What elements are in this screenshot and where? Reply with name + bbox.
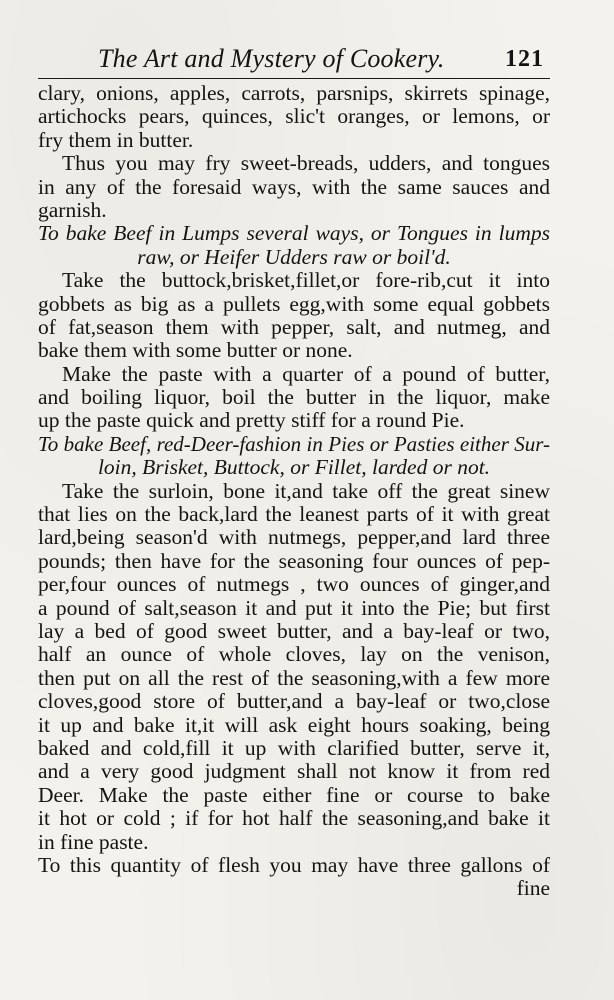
running-title: The Art and Mystery of Cookery. bbox=[98, 44, 445, 73]
text-line: garnish. bbox=[38, 197, 107, 222]
running-header bbox=[38, 38, 550, 79]
recipe-heading: To bake Beef in Lumps several ways, or Tongues in lumps bbox=[38, 221, 550, 246]
text-line: lard,being season'd with nutmegs, pepper,and lard three bbox=[38, 525, 550, 550]
text-line: a pound of salt,season it and put it into the Pie; but first bbox=[38, 595, 550, 620]
text-line: clary, onions, apples, carrots, parsnips, skirrets spinage, bbox=[38, 81, 550, 105]
text-line: and a very good judgment shall not know it from red bbox=[38, 759, 550, 784]
recipe-heading: raw, or Heifer Udders raw or boil'd. bbox=[137, 244, 451, 269]
text-line: gobbets as big as a pullets egg,with some equal gobbets bbox=[38, 291, 550, 316]
text-line: per,four ounces of nutmegs , two ounces of ginger,and bbox=[38, 572, 550, 597]
text-line: lay a bed of good sweet butter, and a bay-leaf or two, bbox=[38, 618, 550, 643]
text-line: Thus you may fry sweet-breads, udders, and tongues bbox=[62, 151, 550, 176]
text-line: Take the buttock,brisket,fillet,or fore-rib,cut it into bbox=[62, 268, 550, 293]
catchword: fine bbox=[516, 876, 550, 901]
text-line: Make the paste with a quarter of a pound of butter, bbox=[62, 361, 550, 386]
text-line: that lies on the back,lard the leanest parts of it with great bbox=[38, 502, 550, 527]
text-line: it hot or cold ; if for hot half the seasoning,and bake it bbox=[38, 806, 550, 831]
page-number: 121 bbox=[505, 46, 544, 72]
text-line: of fat,season them with pepper, salt, and nutmeg, and bbox=[38, 314, 550, 339]
text-line: in fine paste. bbox=[38, 829, 149, 854]
text-line: cloves,good store of butter,and a bay-leaf or two,close bbox=[38, 689, 550, 714]
text-line: artichocks pears, quinces, slic't oranges, or lemons, or bbox=[38, 104, 550, 129]
page-body bbox=[38, 82, 550, 901]
text-line: in any of the foresaid ways, with the same sauces and bbox=[38, 174, 550, 199]
text-line: up the paste quick and pretty stiff for a round Pie. bbox=[38, 408, 465, 433]
recipe-heading: loin, Brisket, Buttock, or Fillet, larded or not. bbox=[97, 455, 491, 480]
text-line: and boiling liquor, boil the butter in the liquor, make bbox=[38, 385, 550, 410]
text-line: Take the surloin, bone it,and take off the great sinew bbox=[62, 478, 550, 503]
text-line: bake them with some butter or none. bbox=[38, 338, 353, 363]
text-line: it up and bake it,it will ask eight hours soaking, being bbox=[38, 712, 550, 737]
text-line: half an ounce of whole cloves, lay on the venison, bbox=[38, 642, 550, 667]
text-line: pounds; then have for the seasoning four ounces of pep- bbox=[38, 548, 550, 573]
text-line: then put on all the rest of the seasoning,with a few more bbox=[38, 665, 550, 690]
recipe-heading: To bake Beef, red-Deer-fashion in Pies or Pasties either Sur- bbox=[38, 431, 550, 456]
text-line: To this quantity of flesh you may have three gallons of bbox=[38, 852, 550, 877]
text-line: fry them in butter. bbox=[38, 127, 194, 152]
text-line: baked and cold,fill it up with clarified butter, serve it, bbox=[38, 735, 550, 760]
text-line: Deer. Make the paste either fine or course to bake bbox=[38, 782, 550, 807]
